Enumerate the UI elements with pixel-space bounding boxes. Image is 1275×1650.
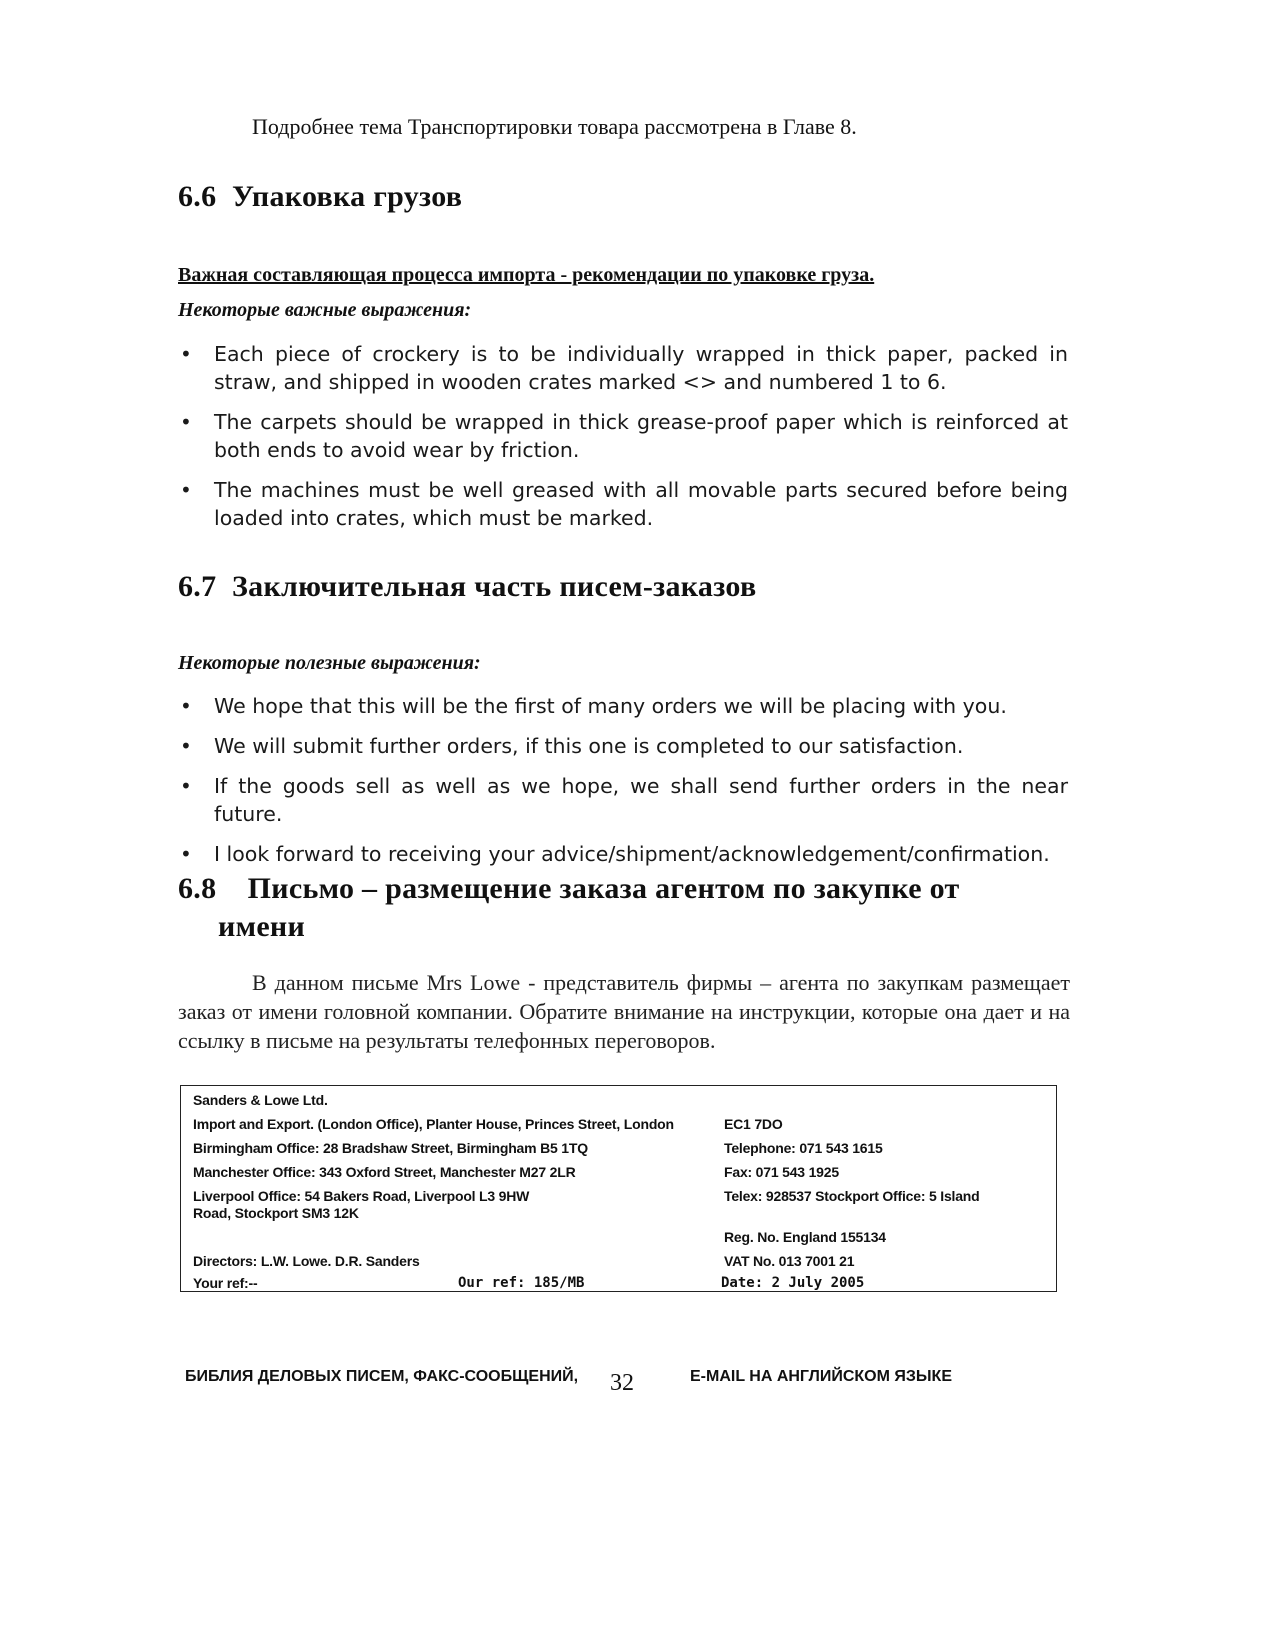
section-6-6-number: 6.6 — [178, 180, 217, 213]
letterhead-liverpool-line2: Road, Stockport SM3 12K — [193, 1205, 359, 1221]
bullet-icon: • — [180, 774, 192, 798]
letterhead-london-code: EC1 7DO — [724, 1116, 783, 1132]
intro-text: Подробнее тема Транспортировки товара рассмотрена в Главе 8. — [252, 114, 857, 139]
letterhead-manchester: Manchester Office: 343 Oxford Street, Manchester M27 2LR — [193, 1164, 576, 1180]
section-6-7-number: 6.7 — [178, 570, 217, 603]
section-6-6-bullet-list — [178, 340, 1068, 532]
page-number: 32 — [610, 1370, 634, 1396]
section-6-7-heading — [178, 570, 756, 604]
letterhead-telex: Telex: 928537 Stockport Office: 5 Island — [724, 1188, 980, 1204]
bullet-icon: • — [180, 734, 192, 758]
section-6-6-italic-label: Некоторые важные выражения: — [178, 299, 472, 321]
list-item: • We will submit further orders, if this one is completed to our satisfaction. — [180, 734, 964, 758]
bullet-icon: • — [180, 478, 192, 502]
bullet-icon: • — [180, 694, 192, 718]
section-6-7-italic-label: Некоторые полезные выражения: — [178, 652, 481, 674]
section-6-8-title-line2: имени — [218, 910, 306, 943]
list-item: • Each piece of crockery is to be individually wrapped in thick paper, packed in straw, and shipped in wooden crates marked <> and numbered 1 to 6. — [180, 342, 1068, 394]
section-6-7-title: Заключительная часть писем-заказов — [232, 570, 757, 603]
section-6-6-title: Упаковка грузов — [232, 180, 463, 213]
list-item: • The machines must be well greased with all movable parts secured before being loaded into crates, which must be marked. — [180, 478, 1068, 530]
letterhead-birmingham: Birmingham Office: 28 Bradshaw Street, Birmingham B5 1TQ — [193, 1140, 588, 1156]
section-6-8-heading — [178, 872, 960, 906]
list-item: • We hope that this will be the first of many orders we will be placing with you. — [180, 694, 1007, 718]
section-6-6-subheading: Важная составляющая процесса импорта - рекомендации по упаковке груза. — [178, 264, 875, 286]
list-item: • The carpets should be wrapped in thick grease-proof paper which is reinforced at both ends to avoid wear by friction. — [180, 410, 1068, 462]
footer-left: БИБЛИЯ ДЕЛОВЫХ ПИСЕМ, ФАКС-СООБЩЕНИЙ, — [185, 1368, 579, 1385]
section-6-8-paragraph: В данном письме Mrs Lowe - представитель фирмы – агента по закупкам размещает заказ от имени головной компании. Обратите внимание на инструкции, которые она дает и на ссылку в письме на результаты телефонных переговоров. — [178, 970, 1070, 1053]
bullet-icon: • — [180, 342, 192, 366]
section-6-8-title-line1: Письмо – размещение заказа агентом по закупке от — [247, 872, 960, 905]
letterhead-date: Date: 2 July 2005 — [721, 1275, 865, 1291]
section-6-6-heading — [178, 180, 462, 214]
letterhead-company: Sanders & Lowe Ltd. — [193, 1092, 328, 1108]
letterhead-fax: Fax: 071 543 1925 — [724, 1164, 839, 1180]
section-6-7-bullet-list — [178, 692, 1068, 868]
letterhead-liverpool-line1: Liverpool Office: 54 Bakers Road, Liverpool L3 9HW — [193, 1188, 530, 1204]
letterhead-your-ref: Your ref:-- — [193, 1275, 258, 1291]
letterhead-directors: Directors: L.W. Lowe. D.R. Sanders — [193, 1253, 420, 1269]
letterhead-box — [180, 1085, 1057, 1292]
letterhead-vat: VAT No. 013 7001 21 — [724, 1253, 855, 1269]
letterhead-london: Import and Export. (London Office), Planter House, Princes Street, London — [193, 1116, 674, 1132]
letterhead-reg: Reg. No. England 155134 — [724, 1229, 886, 1245]
letterhead-telephone: Telephone: 071 543 1615 — [724, 1140, 883, 1156]
bullet-icon: • — [180, 410, 192, 434]
footer-right: E-MAIL НА АНГЛИЙСКОМ ЯЗЫКЕ — [690, 1368, 952, 1385]
list-item: • I look forward to receiving your advice/shipment/acknowledgement/confirmation. — [180, 842, 1050, 866]
list-item: • If the goods sell as well as we hope, we shall send further orders in the near future. — [180, 774, 1068, 826]
section-6-8-number: 6.8 — [178, 872, 217, 905]
letterhead-our-ref: Our ref: 185/MB — [458, 1275, 585, 1291]
bullet-icon: • — [180, 842, 192, 866]
